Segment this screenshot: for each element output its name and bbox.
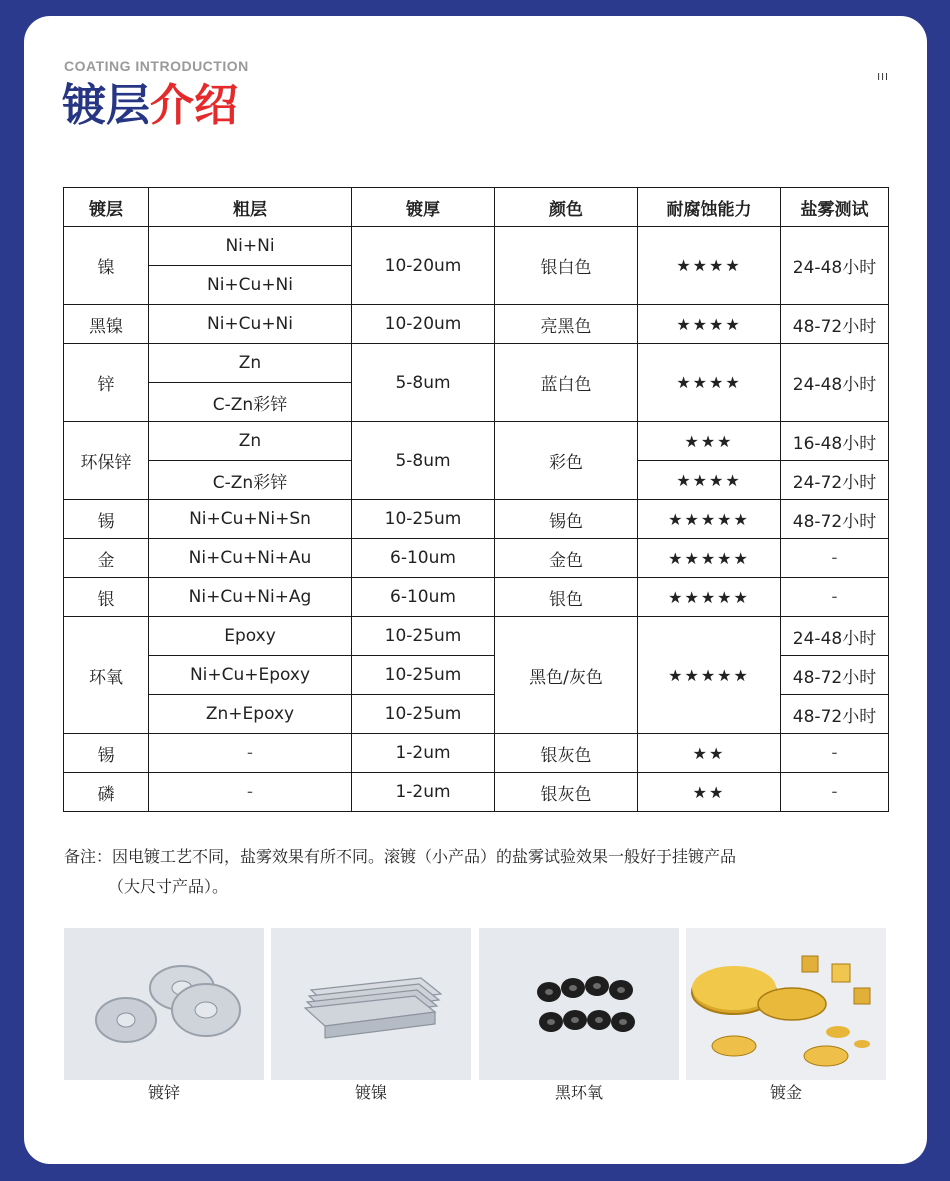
cell-base: C-Zn彩锌 — [149, 383, 352, 422]
cell-salt-spray: 48-72小时 — [781, 305, 889, 344]
gallery-caption: 镀金 — [686, 1080, 886, 1106]
header-corrosion-resistance: 耐腐蚀能力 — [638, 188, 781, 227]
cell-coating: 环氧 — [64, 617, 149, 734]
coating-table — [63, 187, 889, 812]
cell-color: 亮黑色 — [495, 305, 638, 344]
cell-base: Zn+Epoxy — [149, 695, 352, 734]
cell-resistance: ★★★★ — [638, 344, 781, 422]
title-part-1: 镀层 — [62, 80, 150, 131]
cell-base: Ni+Cu+Ni — [149, 266, 352, 305]
table-row — [64, 305, 889, 344]
gallery-tile-zinc — [64, 928, 264, 1106]
cell-salt-spray: - — [781, 773, 889, 812]
cell-resistance: ★★★ — [638, 422, 781, 461]
cell-base: Ni+Cu+Ni+Au — [149, 539, 352, 578]
cell-resistance: ★★★★★ — [638, 617, 781, 734]
product-gallery — [64, 928, 889, 1106]
cell-thickness: 10-25um — [352, 656, 495, 695]
cell-base: Ni+Ni — [149, 227, 352, 266]
cell-base: Zn — [149, 422, 352, 461]
cell-base: Ni+Cu+Ni+Sn — [149, 500, 352, 539]
cell-coating: 环保锌 — [64, 422, 149, 500]
cell-base: Ni+Cu+Ni+Ag — [149, 578, 352, 617]
cell-thickness: 5-8um — [352, 344, 495, 422]
header-color: 颜色 — [495, 188, 638, 227]
cell-coating: 锡 — [64, 500, 149, 539]
remark-line-2: （大尺寸产品）。 — [108, 877, 229, 896]
cell-resistance: ★★★★★ — [638, 500, 781, 539]
cell-salt-spray: 48-72小时 — [781, 500, 889, 539]
cell-resistance: ★★★★★ — [638, 539, 781, 578]
cell-base: - — [149, 734, 352, 773]
cell-resistance: ★★★★ — [638, 305, 781, 344]
menu-icon[interactable]: III — [877, 72, 889, 83]
table-header-row — [64, 188, 889, 227]
remark-note — [64, 842, 884, 902]
cell-thickness: 10-20um — [352, 227, 495, 305]
cell-color: 金色 — [495, 539, 638, 578]
content-card — [24, 16, 927, 1164]
cell-color: 银灰色 — [495, 773, 638, 812]
cell-base: Ni+Cu+Epoxy — [149, 656, 352, 695]
cell-thickness: 1-2um — [352, 773, 495, 812]
cell-salt-spray: - — [781, 539, 889, 578]
cell-coating: 镍 — [64, 227, 149, 305]
table-row — [64, 344, 889, 383]
cell-base: Epoxy — [149, 617, 352, 656]
cell-resistance: ★★★★★ — [638, 578, 781, 617]
table-row — [64, 539, 889, 578]
table-row — [64, 773, 889, 812]
cell-thickness: 10-25um — [352, 500, 495, 539]
cell-color: 彩色 — [495, 422, 638, 500]
cell-thickness: 1-2um — [352, 734, 495, 773]
cell-coating: 磷 — [64, 773, 149, 812]
cell-base: Zn — [149, 344, 352, 383]
cell-salt-spray: 24-72小时 — [781, 461, 889, 500]
cell-coating: 黑镍 — [64, 305, 149, 344]
gallery-tile-gold — [686, 928, 886, 1106]
black-epoxy-rings-image — [479, 928, 679, 1080]
cell-thickness: 10-25um — [352, 617, 495, 656]
cell-resistance: ★★ — [638, 773, 781, 812]
cell-color: 黑色/灰色 — [495, 617, 638, 734]
cell-coating: 锡 — [64, 734, 149, 773]
cell-salt-spray: 16-48小时 — [781, 422, 889, 461]
cell-salt-spray: 24-48小时 — [781, 344, 889, 422]
cell-color: 银白色 — [495, 227, 638, 305]
cell-salt-spray: 24-48小时 — [781, 617, 889, 656]
table-row — [64, 578, 889, 617]
title-part-2: 介绍 — [150, 80, 238, 131]
cell-coating: 锌 — [64, 344, 149, 422]
table-row — [64, 734, 889, 773]
cell-color: 银灰色 — [495, 734, 638, 773]
nickel-block-magnets-image — [271, 928, 471, 1080]
table-row — [64, 422, 889, 461]
cell-salt-spray: - — [781, 734, 889, 773]
cell-salt-spray: 24-48小时 — [781, 227, 889, 305]
cell-color: 银色 — [495, 578, 638, 617]
cell-thickness: 6-10um — [352, 578, 495, 617]
header-base-layer: 粗层 — [149, 188, 352, 227]
cell-salt-spray: 48-72小时 — [781, 656, 889, 695]
cell-base: - — [149, 773, 352, 812]
cell-color: 锡色 — [495, 500, 638, 539]
gallery-caption: 镀锌 — [64, 1080, 264, 1106]
cell-thickness: 5-8um — [352, 422, 495, 500]
cell-resistance: ★★ — [638, 734, 781, 773]
section-subtitle: COATING INTRODUCTION — [64, 58, 249, 74]
header-coating: 镀层 — [64, 188, 149, 227]
cell-thickness: 10-25um — [352, 695, 495, 734]
gallery-caption: 黑环氧 — [479, 1080, 679, 1106]
header-salt-spray: 盐雾测试 — [781, 188, 889, 227]
cell-salt-spray: - — [781, 578, 889, 617]
cell-thickness: 10-20um — [352, 305, 495, 344]
table-row — [64, 617, 889, 656]
cell-coating: 银 — [64, 578, 149, 617]
page-title — [62, 78, 238, 134]
cell-base: Ni+Cu+Ni — [149, 305, 352, 344]
gold-discs-image — [686, 928, 886, 1080]
cell-thickness: 6-10um — [352, 539, 495, 578]
cell-base: C-Zn彩锌 — [149, 461, 352, 500]
gallery-tile-epoxy — [479, 928, 679, 1106]
zinc-ring-magnets-image — [64, 928, 264, 1080]
table-row — [64, 227, 889, 266]
cell-resistance: ★★★★ — [638, 461, 781, 500]
remark-line-1: 备注：因电镀工艺不同，盐雾效果有所不同。滚镀（小产品）的盐雾试验效果一般好于挂镀产品 — [64, 847, 737, 866]
cell-resistance: ★★★★ — [638, 227, 781, 305]
gallery-tile-nickel — [271, 928, 471, 1106]
cell-color: 蓝白色 — [495, 344, 638, 422]
table-row — [64, 500, 889, 539]
header-thickness: 镀厚 — [352, 188, 495, 227]
cell-coating: 金 — [64, 539, 149, 578]
cell-salt-spray: 48-72小时 — [781, 695, 889, 734]
gallery-caption: 镀镍 — [271, 1080, 471, 1106]
